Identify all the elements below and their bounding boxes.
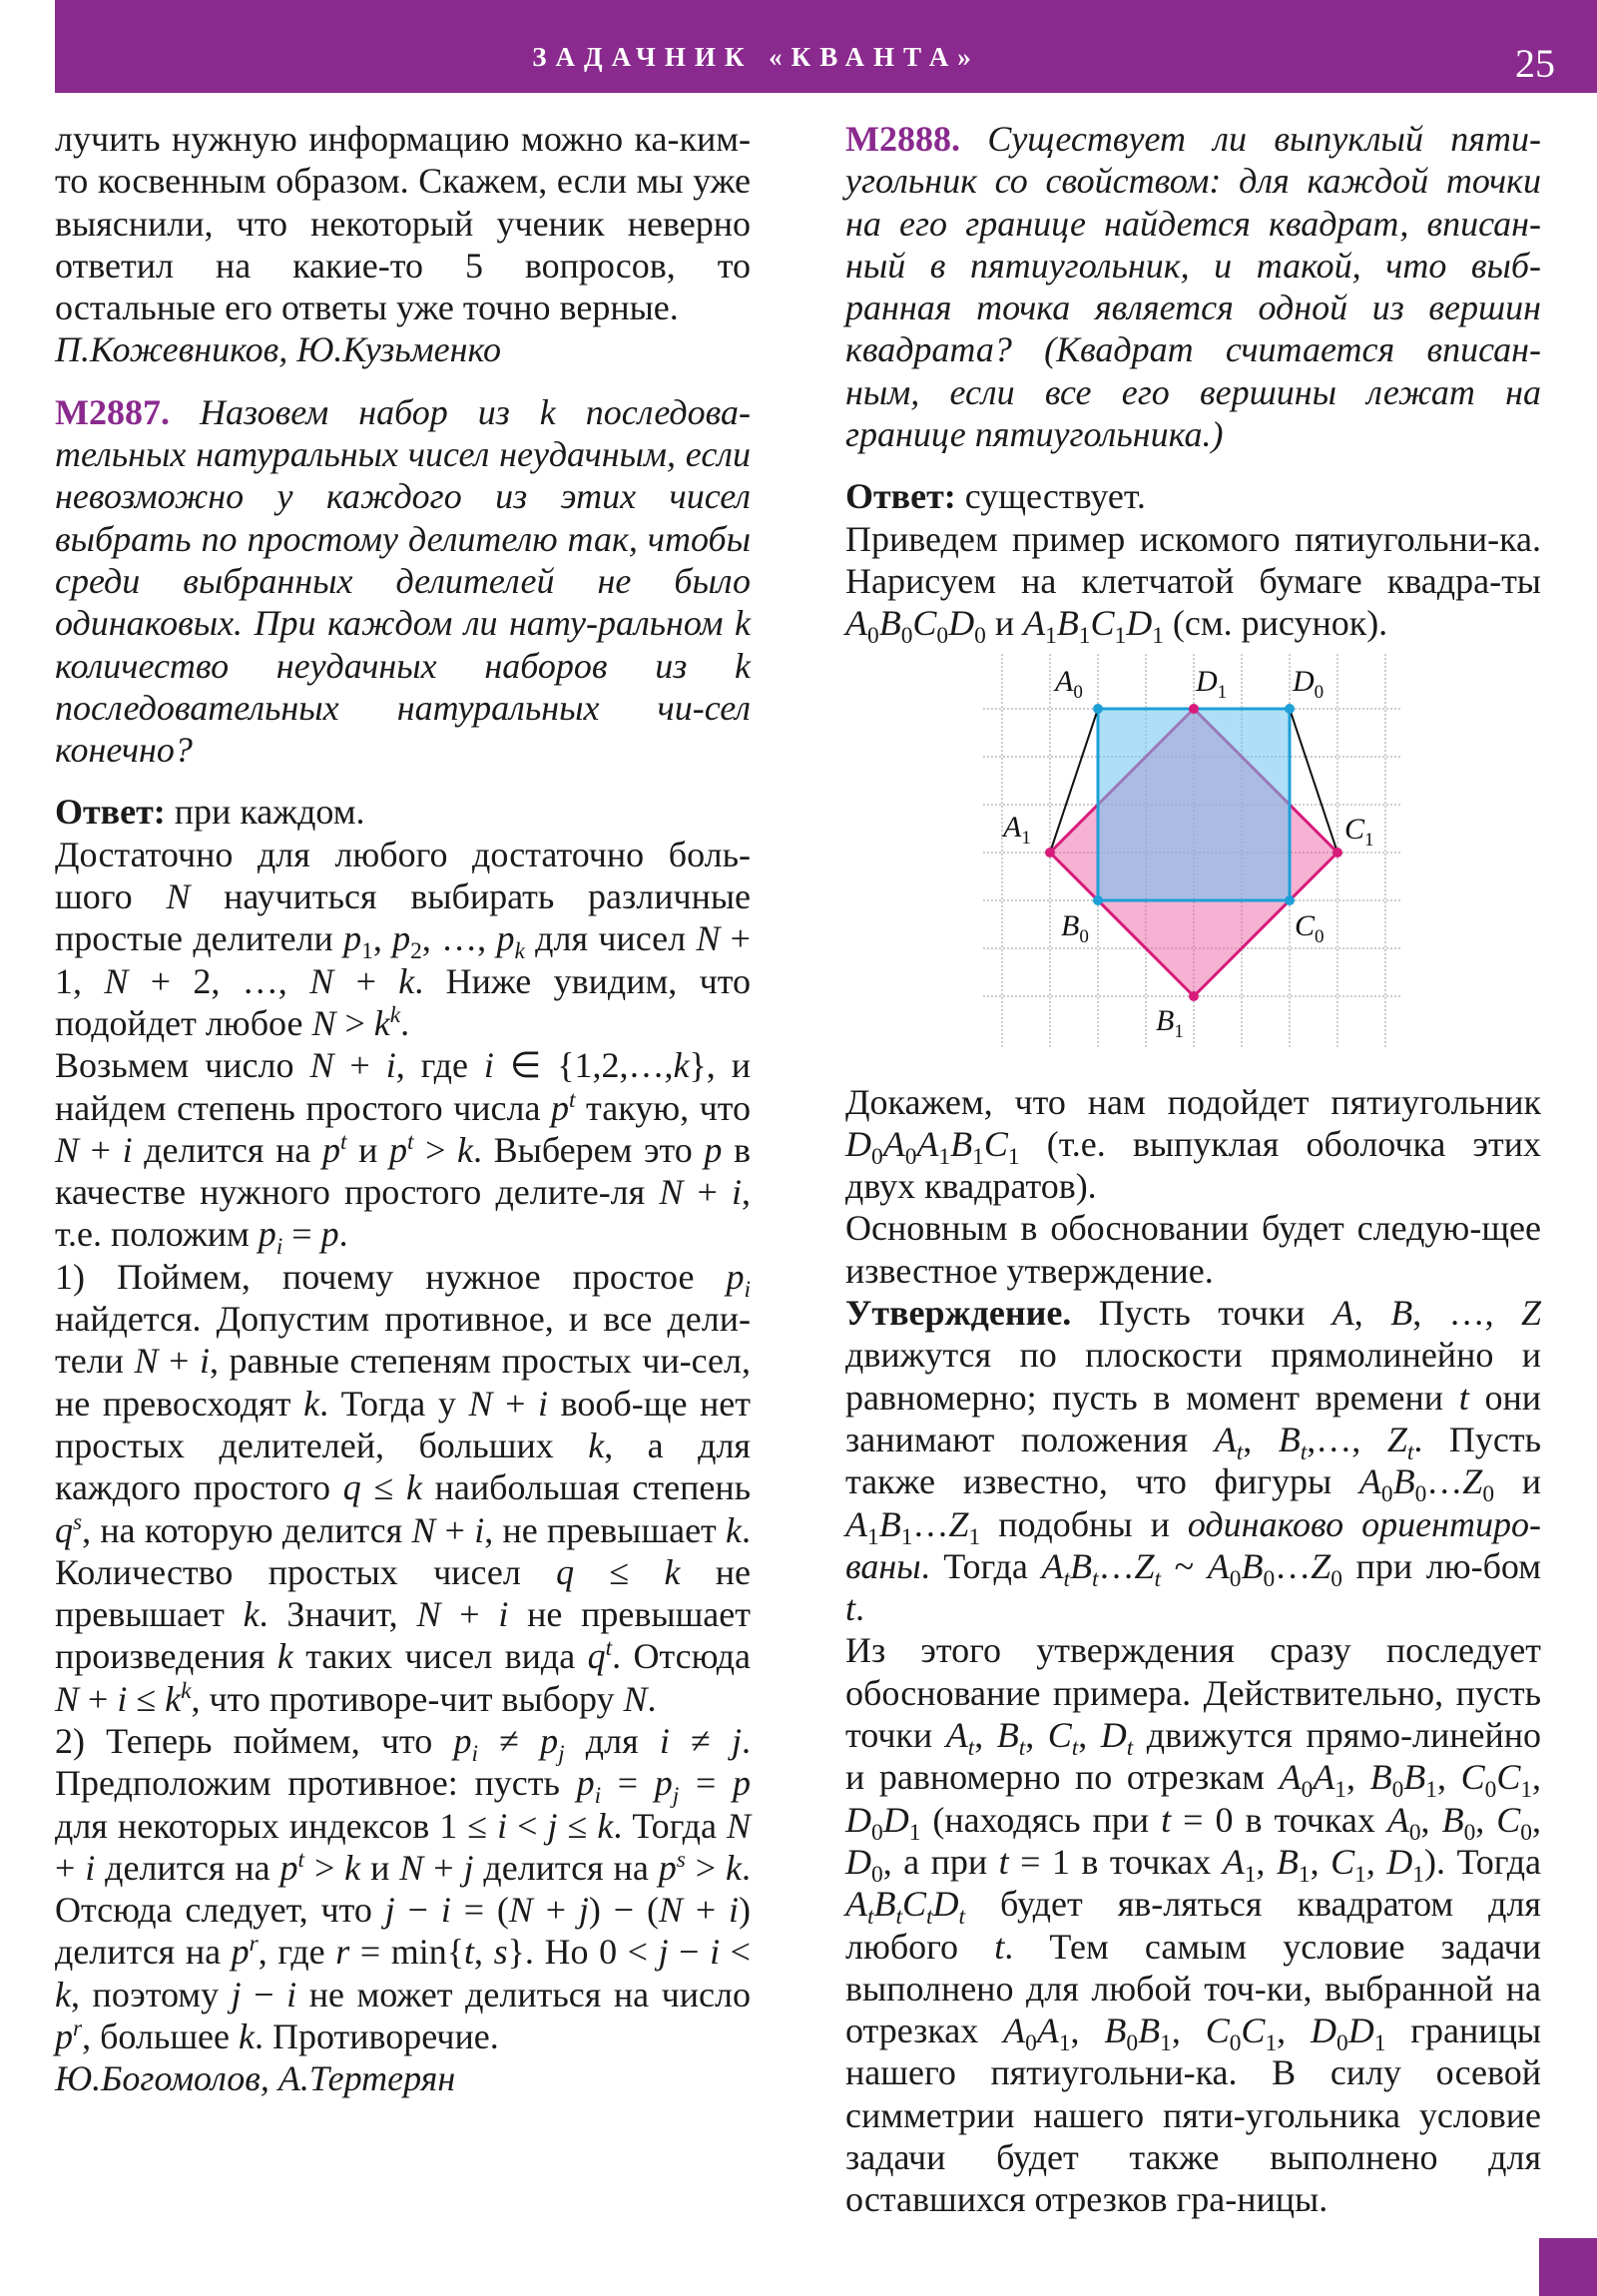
label-d1: $D_1$ — [1196, 665, 1228, 703]
intro-paragraph: лучить нужную информацию можно ка-ким-то косвенным образом. Скажем, если мы уже выяснили, что некоторый ученик неверно ответил на какие-то 5 вопросов, то остальные его ответы уже точно верные. — [55, 119, 751, 328]
left-column — [55, 118, 751, 2100]
label-b0: $B_0$ — [1061, 909, 1089, 947]
answer-2888: Ответ: существует. — [845, 476, 1146, 517]
solution-2888-p1: Приведем пример искомого пятиугольни-ка. Нарисуем на клетчатой бумаге квадра-ты $A_0B_0C_0D_0$ и $A_1B_1C_1D_1$ (см. рисунок). — [845, 518, 1541, 650]
page-header — [55, 0, 1597, 93]
intro-signature: П.Кожевников, Ю.Кузьменко — [55, 329, 501, 370]
solution-2887-p2: Возьмем число N + i, где i ∈ {1,2,…,k}, и найдем степень простого числа $p^t$ такую, что N + i делится на $p^t$ и $p^t > k$. Выберем это p в качестве нужного простого делите-ля N + i, т.е. положим $p_i = p$. — [55, 1045, 752, 1261]
point-c1 — [1332, 848, 1342, 858]
journal-section-title: ЗАДАЧНИК «КВАНТА» — [532, 42, 980, 72]
point-b0 — [1093, 895, 1103, 905]
label-c1: $C_1$ — [1344, 813, 1374, 851]
label-b1: $B_1$ — [1156, 1004, 1184, 1042]
label-a1: $A_1$ — [1003, 811, 1031, 849]
right-column — [845, 118, 1541, 2221]
solution-2888-p4: Из этого утверждения сразу последует обоснование примера. Действительно, пусть точки $A_t$, $B_t$, $C_t$, $D_t$ движутся прямо-линейно и равномерно по отрезкам $A_0A_1$, $B_0B_1$, $C_0C_1$, $D_0D_1$ (находясь при t = 0 в точках $A_0$, $B_0$, $C_0$, $D_0$, а при t = 1 в точках $A_1$, $B_1$, $C_1$, $D_1$). Тогда $A_tB_tC_tD_t$ будет яв-ляться квадратом для любого t. Тем самым условие задачи выполнено для любой точ-ки, выбранной на отрезках $A_0A_1$, $B_0B_1$, $C_0C_1$, $D_0D_1$ границы нашего пятиугольни-ка. В силу осевой симметрии нашего пяти-угольника условие задачи будет также выполнено для оставшихся отрезков гра-ницы. — [845, 1630, 1542, 2220]
label-d0: $D_0$ — [1293, 665, 1325, 703]
grid-figure — [983, 654, 1402, 1048]
point-d1 — [1189, 704, 1199, 714]
problem-2887: М2887. Назовем набор из k последова-тельных натуральных чисел неудачным, если невозможно у каждого из этих чисел выбрать по простому делителю так, чтобы среди выбранных делителей не было одинаковых. При каждом ли нату-ральном k количество неудачных наборов из k последовательных натуральных чи-сел конечно? — [55, 391, 752, 771]
problem-2888: М2888. Существует ли выпуклый пяти-угольник со свойством: для каждой точки на его границе найдется квадрат, вписан-ный в пятиугольник, и такой, что выб-ранная точка является одной из вершин квадрата? (Квадрат считается вписан-ным, если все его вершины лежат на границе пятиугольника.) — [845, 119, 1541, 455]
point-a0 — [1093, 704, 1103, 714]
solution-2888-p3: Основным в обосновании будет следую-щее известное утверждение. — [845, 1208, 1541, 1291]
point-d0 — [1285, 704, 1295, 714]
label-c0: $C_0$ — [1295, 909, 1325, 947]
solution-2887-p4: 2) Теперь поймем, что $p_i \ne p_j$ для i ≠ j. Предположим противное: пусть $p_i = p_j = p$ для некоторых индексов 1 ≤ i < j ≤ k. Тогда N + i делится на $p^t > k$ и N + j делится на $p^s > k$. Отсюда следует, что j − i = (N + j) − (N + i) делится на $p^r$, где r = min{t, s}. Но 0 < j − i < k, поэтому j − i не может делиться на число $p^r$, большее k. Противоречие. — [55, 1720, 752, 2057]
square-a0b0c0d0 — [1098, 709, 1290, 900]
point-c0 — [1285, 895, 1295, 905]
point-a1 — [1045, 848, 1055, 858]
solution-2887-signature: Ю.Богомолов, А.Тертерян — [55, 2058, 456, 2099]
solution-2887-p1: Достаточно для любого достаточно боль-шого N научиться выбирать различные простые делители $p_1$, $p_2$, …, $p_k$ для чисел N + 1, N + 2, …, N + k. Ниже увидим, что подойдет любое $N > k^k$. — [55, 834, 752, 1043]
page-corner-mark — [1539, 2238, 1597, 2296]
answer-2887: Ответ: при каждом. — [55, 792, 365, 833]
problem-number: М2888. — [845, 119, 960, 159]
problem-number: М2887. — [55, 391, 170, 432]
solution-2887-p3: 1) Поймем, почему нужное простое $p_i$ найдется. Допустим противное, и все дели-тели N + i, равные степеням простых чи-сел, не превосходят k. Тогда у N + i вооб-ще нет простых делителей, больших k, а для каждого простого q ≤ k наибольшая степень $q^s$, на которую делится N + i, не превышает k. Количество простых чисел q ≤ k не превышает k. Значит, N + i не превышает произведения k таких чисел вида $q^t$. Отсюда $N + i \le k^k$, что противоре-чит выбору N. — [55, 1256, 752, 1719]
solution-2888-p2: Докажем, что нам подойдет пятиугольник $D_0A_0A_1B_1C_1$ (т.е. выпуклая оболочка этих двух квадратов). — [845, 1081, 1541, 1207]
page-number: 25 — [1515, 41, 1555, 86]
claim: Утверждение. Пусть точки A, B, …, Z движутся по плоскости прямолинейно и равномерно; пусть в момент времени t они занимают положения $A_t$, $B_t,\dots$, $Z_t$. Пусть также известно, что фигуры $A_0B_0\dots Z_0$ и $A_1B_1\dots Z_1$ подобны и одинаково ориентиро-ваны. Тогда $A_tB_t\dots Z_t$ ~ $A_0B_0\dots Z_0$ при лю-бом t. — [845, 1293, 1542, 1629]
point-b1 — [1189, 991, 1199, 1001]
label-a0: $A_0$ — [1055, 665, 1083, 703]
